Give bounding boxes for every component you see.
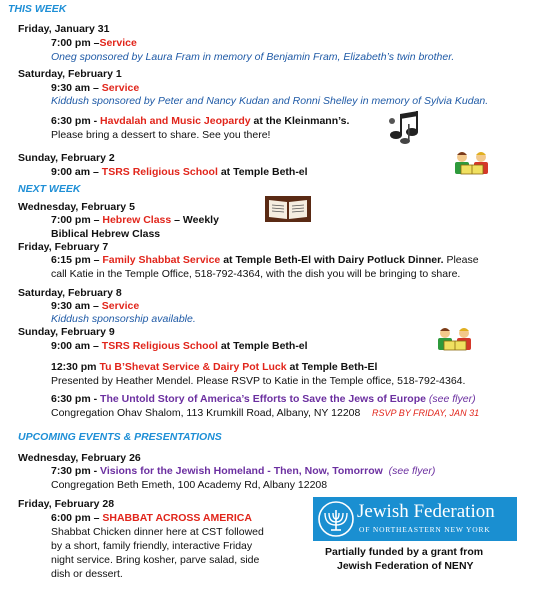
day-heading: Friday, February 28 bbox=[18, 498, 115, 510]
event-title: Tu B’Shevat Service & Dairy Pot Luck bbox=[99, 361, 287, 373]
event-title: TSRS Religious School bbox=[101, 166, 218, 178]
event-line bbox=[51, 82, 139, 94]
event-title: TSRS Religious School bbox=[101, 340, 218, 352]
event-title: SHABBAT ACROSS AMERICA bbox=[102, 512, 252, 524]
event-time: 9:30 am – bbox=[51, 82, 99, 94]
event-line bbox=[51, 300, 139, 312]
event-title: Service bbox=[101, 82, 140, 94]
event-time: 9:30 am – bbox=[51, 300, 99, 312]
event-line bbox=[51, 214, 219, 226]
day-heading: Saturday, February 1 bbox=[18, 68, 122, 80]
day-heading: Friday, February 7 bbox=[18, 241, 109, 253]
event-line bbox=[51, 115, 349, 127]
event-line bbox=[51, 465, 435, 477]
logo-subtitle: OF NORTHEASTERN NEW YORK bbox=[359, 525, 491, 534]
event-location: Congregation Beth Emeth, 100 Academy Rd, Albany 12208 bbox=[51, 479, 328, 491]
event-description-line: Shabbat Chicken dinner here at CST followed bbox=[51, 526, 264, 538]
event-title: Visions for the Jewish Homeland - Then, Now, Tomorrow bbox=[100, 465, 383, 477]
day-heading: Friday, January 31 bbox=[18, 23, 110, 35]
flyer-note: (see flyer) bbox=[428, 393, 476, 405]
event-location: at Temple Beth-El bbox=[289, 361, 378, 373]
event-time: 6:15 pm – bbox=[51, 254, 100, 266]
rsvp-deadline: RSVP BY FRIDAY, JAN 31 bbox=[372, 408, 480, 418]
jewish-federation-logo bbox=[313, 497, 517, 541]
event-location: at the Kleinmann’s. bbox=[253, 115, 350, 127]
section-heading-upcoming: UPCOMING EVENTS & PRESENTATIONS bbox=[18, 431, 222, 443]
menorah-icon bbox=[318, 501, 354, 537]
children-reading-icon bbox=[451, 150, 493, 178]
event-description-line: by a short, family friendly, interactive Friday bbox=[51, 540, 253, 552]
event-location bbox=[51, 407, 479, 419]
funding-caption: Partially funded by a grant from bbox=[325, 546, 484, 558]
day-heading: Wednesday, February 5 bbox=[18, 201, 135, 213]
event-time: 9:00 am – bbox=[51, 340, 99, 352]
event-line bbox=[51, 340, 308, 352]
event-note: Kiddush sponsored by Peter and Nancy Kudan and Ronni Shelley in memory of Sylvia Kudan. bbox=[51, 95, 489, 107]
event-note: Presented by Heather Mendel. Please RSVP to Katie in the Temple office, 518-792-4364. bbox=[51, 375, 466, 387]
day-heading: Saturday, February 8 bbox=[18, 287, 122, 299]
open-book-icon bbox=[265, 196, 311, 222]
event-time: 6:30 pm - bbox=[51, 393, 98, 405]
event-line bbox=[51, 254, 479, 266]
event-note: Please bring a dessert to share. See you there! bbox=[51, 129, 271, 141]
section-heading-this-week: THIS WEEK bbox=[8, 3, 67, 15]
event-line bbox=[51, 37, 137, 49]
day-heading: Wednesday, February 26 bbox=[18, 452, 141, 464]
event-title: Service bbox=[101, 300, 140, 312]
event-note: Kiddush sponsorship available. bbox=[51, 313, 196, 325]
event-line bbox=[51, 393, 476, 405]
event-line bbox=[51, 166, 308, 178]
event-title: The Untold Story of America’s Efforts to Save the Jews of Europe bbox=[100, 393, 426, 405]
logo-name: Jewish Federation bbox=[357, 501, 495, 522]
music-notes-icon bbox=[387, 108, 425, 144]
event-line bbox=[51, 512, 252, 524]
children-reading-icon bbox=[434, 326, 476, 354]
event-title: Family Shabbat Service bbox=[102, 254, 221, 266]
flyer-note: (see flyer) bbox=[388, 465, 436, 477]
day-heading: Sunday, February 9 bbox=[18, 326, 115, 338]
event-description-line: night service. Bring kosher, parve salad, side bbox=[51, 554, 260, 566]
event-note: call Katie in the Temple Office, 518-792-4364, with the dish you will be bringing to share. bbox=[51, 268, 461, 280]
event-description-line: dish or dessert. bbox=[51, 568, 123, 580]
event-time: 9:00 am – bbox=[51, 166, 99, 178]
section-heading-next-week: NEXT WEEK bbox=[18, 183, 81, 195]
event-address: Congregation Ohav Shalom, 113 Krumkill Road, Albany, NY 12208 bbox=[51, 407, 361, 419]
event-line bbox=[51, 361, 377, 373]
event-location: at Temple Beth-el bbox=[220, 340, 308, 352]
funding-caption: Jewish Federation of NENY bbox=[337, 560, 474, 572]
event-time: 6:00 pm – bbox=[51, 512, 100, 524]
event-time: 6:30 pm - bbox=[51, 115, 98, 127]
event-time: 7:00 pm – bbox=[51, 214, 100, 226]
event-location: at Temple Beth-El with Dairy Potluck Dinner. bbox=[223, 254, 444, 266]
event-note: Oneg sponsored by Laura Fram in memory of Benjamin Fram, Elizabeth’s twin brother. bbox=[51, 51, 455, 63]
event-time: 7:00 pm – bbox=[51, 37, 100, 49]
event-title: Hebrew Class bbox=[102, 214, 172, 226]
event-detail: Biblical Hebrew Class bbox=[51, 228, 161, 240]
event-suffix: – Weekly bbox=[174, 214, 219, 226]
event-title: Service bbox=[99, 37, 137, 49]
day-heading: Sunday, February 2 bbox=[18, 152, 115, 164]
event-location: at Temple Beth-el bbox=[220, 166, 308, 178]
event-time: 12:30 pm bbox=[51, 361, 97, 373]
event-time: 7:30 pm - bbox=[51, 465, 98, 477]
event-title: Havdalah and Music Jeopardy bbox=[100, 115, 251, 127]
event-note-start: Please bbox=[446, 254, 479, 266]
